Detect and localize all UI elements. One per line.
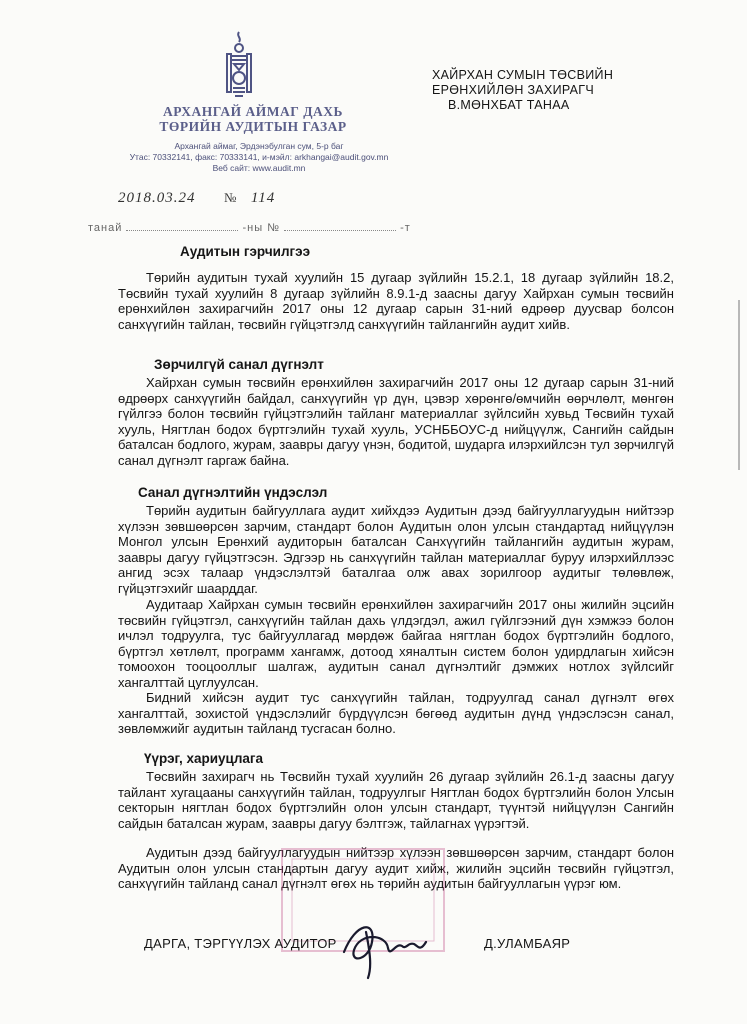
section-paragraph-basis-2: Аудитаар Хайрхан сумын төсвийн ерөнхийлөн захирагчийн 2017 оны жилийн эцсийн төсвийн гүйцэтгэл, санхүүгийн тайлан дахь үлдэгдэл, ажил гүйлгээний дүн хэмжээ болон ичлэл тодруулга, тус байгууллагад мөрдөж байгаа нягтлан бодох бүртгэлийн бодлого, бүртгэл хөтлөлт, программ хангамж, дотоод хяналтын систем болон удирдлагын хийсэн томоохон тооцооллыг шалгаж, аудитын санал дүгнэлтийг дэмжих нотлох зүйлсийг хангалттай цуглуулсан. bbox=[118, 597, 674, 690]
document-title: Аудитын гэрчилгээ bbox=[180, 244, 311, 259]
contact-address: Архангай аймаг, Эрдэнэбулган сум, 5-р баг bbox=[174, 141, 344, 151]
section-heading-responsibility: Үүрэг, хариуцлага bbox=[144, 751, 264, 766]
letter-date: 2018.03.24 bbox=[118, 190, 196, 206]
recipient-line1: ХАЙРХАН СУМЫН ТӨСВИЙН bbox=[432, 68, 614, 82]
recipient-line2: ЕРӨНХИЙЛӨН ЗАХИРАГЧ bbox=[432, 83, 595, 97]
organization-name bbox=[148, 104, 358, 134]
number-label: № bbox=[224, 190, 237, 205]
outgoing-reference bbox=[118, 190, 275, 207]
ref-number-label: -ны № bbox=[242, 222, 281, 234]
incoming-reference bbox=[88, 222, 411, 234]
section-heading-opinion: Зөрчилгүй санал дүгнэлт bbox=[154, 357, 324, 372]
contact-phone-email: Утас: 70332141, факс: 70333141, и-мэйл: arkhangai@audit.gov.mn bbox=[129, 152, 389, 162]
organization-contact bbox=[124, 141, 394, 174]
section-paragraph-opinion: Хайрхан сумын төсвийн ерөнхийлөн захирагчийн 2017 оны 12 дугаар сарын 31-ний өдрөөрх санхүүгийн байдал, санхүүгийн үр дүн, цэвэр хөрөнгө/өмчийн өөрчлөлт, мөнгөн гүйлгээ болон төсвийн гүйцэтгэлийн тайланг материаллаг зүйлсийн хувьд Төсвийн тухай хууль, Нягтлан бодох бүртгэлийн тухай хууль, УСНББОУС-д нийцүүлж, Сангийн сайдын баталсан бодлого, журам, заавры дагуу үнэн, бодитой, шударга илэрхийлсэн тул зөрчилгүй санал дүгнэлт гаргаж байна. bbox=[118, 375, 674, 468]
ref-label: танай bbox=[88, 222, 123, 234]
organization-name-line2: ТӨРИЙН АУДИТЫН ГАЗАР bbox=[159, 119, 347, 134]
section-heading-basis: Санал дүгнэлтийн үндэслэл bbox=[138, 485, 328, 500]
section-paragraph-basis-3: Бидний хийсэн аудит тус санхүүгийн тайлан, тодруулгад санал дүгнэлт өгөх хангалттай, зохистой үндэслэлийг бүрдүүлсэн бөгөөд аудитын дүнд үндэслэсэн санал, зөвлөмжийг аудитын тайланд тусгасан болно. bbox=[118, 690, 674, 736]
letter-number: 114 bbox=[250, 190, 276, 206]
recipient-block bbox=[432, 68, 682, 113]
contact-website: Веб сайт: www.audit.mn bbox=[212, 163, 306, 173]
signatory-name: Д.УЛАМБАЯР bbox=[484, 936, 571, 951]
intro-paragraph: Төрийн аудитын тухай хуулийн 15 дугаар зүйлийн 15.2.1, 18 дугаар зүйлийн 18.2, Төсвийн тухай хуулийн 8 дугаар зүйлийн 8.9.1-д заасны дагуу Хайрхан сумын төсвийн ерөнхийлөн захирагчийн 2017 оны 12 дугаар сарын 31-ний өдрөөр дуусвар болсон санхүүгийн тайлан, төсвийн гүйцэтгэлд санхүүгийн тайлангийн аудит хийв. bbox=[118, 270, 674, 332]
ref-suffix: -т bbox=[400, 222, 411, 234]
recipient-line3: В.МӨНХБАТ ТАНАА bbox=[448, 98, 570, 112]
handwritten-signature-icon bbox=[336, 912, 436, 982]
section-paragraph-basis-1: Төрийн аудитын байгууллага аудит хийхдээ Аудитын дээд байгууллагуудын нийтээр хүлээн зөвшөөрсөн зарчим, стандарт болон Аудитын олон улсын стандартад нийцүүлэн Монгол улсын Ерөнхий аудиторын баталсан Санхүүгийн тайлангийн аудитын журам, заавры дагуу гүйцэтгэсэн. Эдгээр нь санхүүгийн тайлан материаллаг буруу илэрхийллээс ангид эсэх талаар үндэслэлтэй баталгаа олж авах зорилгоор аудитыг төлөвлөж, гүйцэтгэхийг шаарддаг. bbox=[118, 503, 674, 596]
section-paragraph-responsibility-1: Төсвийн захирагч нь Төсвийн тухай хуулийн 26 дугаар зүйлийн 26.1-д заасны дагуу тайлант хугацааны санхүүгийн тайлан, тодруулгыг Нягтлан бодох бүртгэлийн болон Улсын секторын нягтлан бодох бүртгэлийн олон улсын стандарт, түүнтэй нийцүүлэн Сангийн сайдын баталсан журам, заавры дагуу бэлтгэж, тайлагнах үүрэгтэй. bbox=[118, 769, 674, 831]
organization-name-line1: АРХАНГАЙ АЙМАГ ДАХЬ bbox=[163, 104, 343, 119]
soyombo-emblem-icon bbox=[222, 30, 256, 100]
signatory-title: ДАРГА, ТЭРГҮҮЛЭХ АУДИТОР bbox=[144, 936, 337, 951]
section-paragraph-responsibility-2: Аудитын дээд байгууллагуудын нийтээр хүлээн зөвшөөрсөн зарчим, стандарт болон Аудитын олон улсын стандартын дагуу аудит хийж, жилийн эцсийн төсвийн гүйцэтгэл, санхүүгийн тайланд санал дүгнэлт өгөх нь төрийн аудитын байгууллагын үүрэг юм. bbox=[118, 845, 674, 891]
scan-edge-mark bbox=[738, 300, 740, 470]
